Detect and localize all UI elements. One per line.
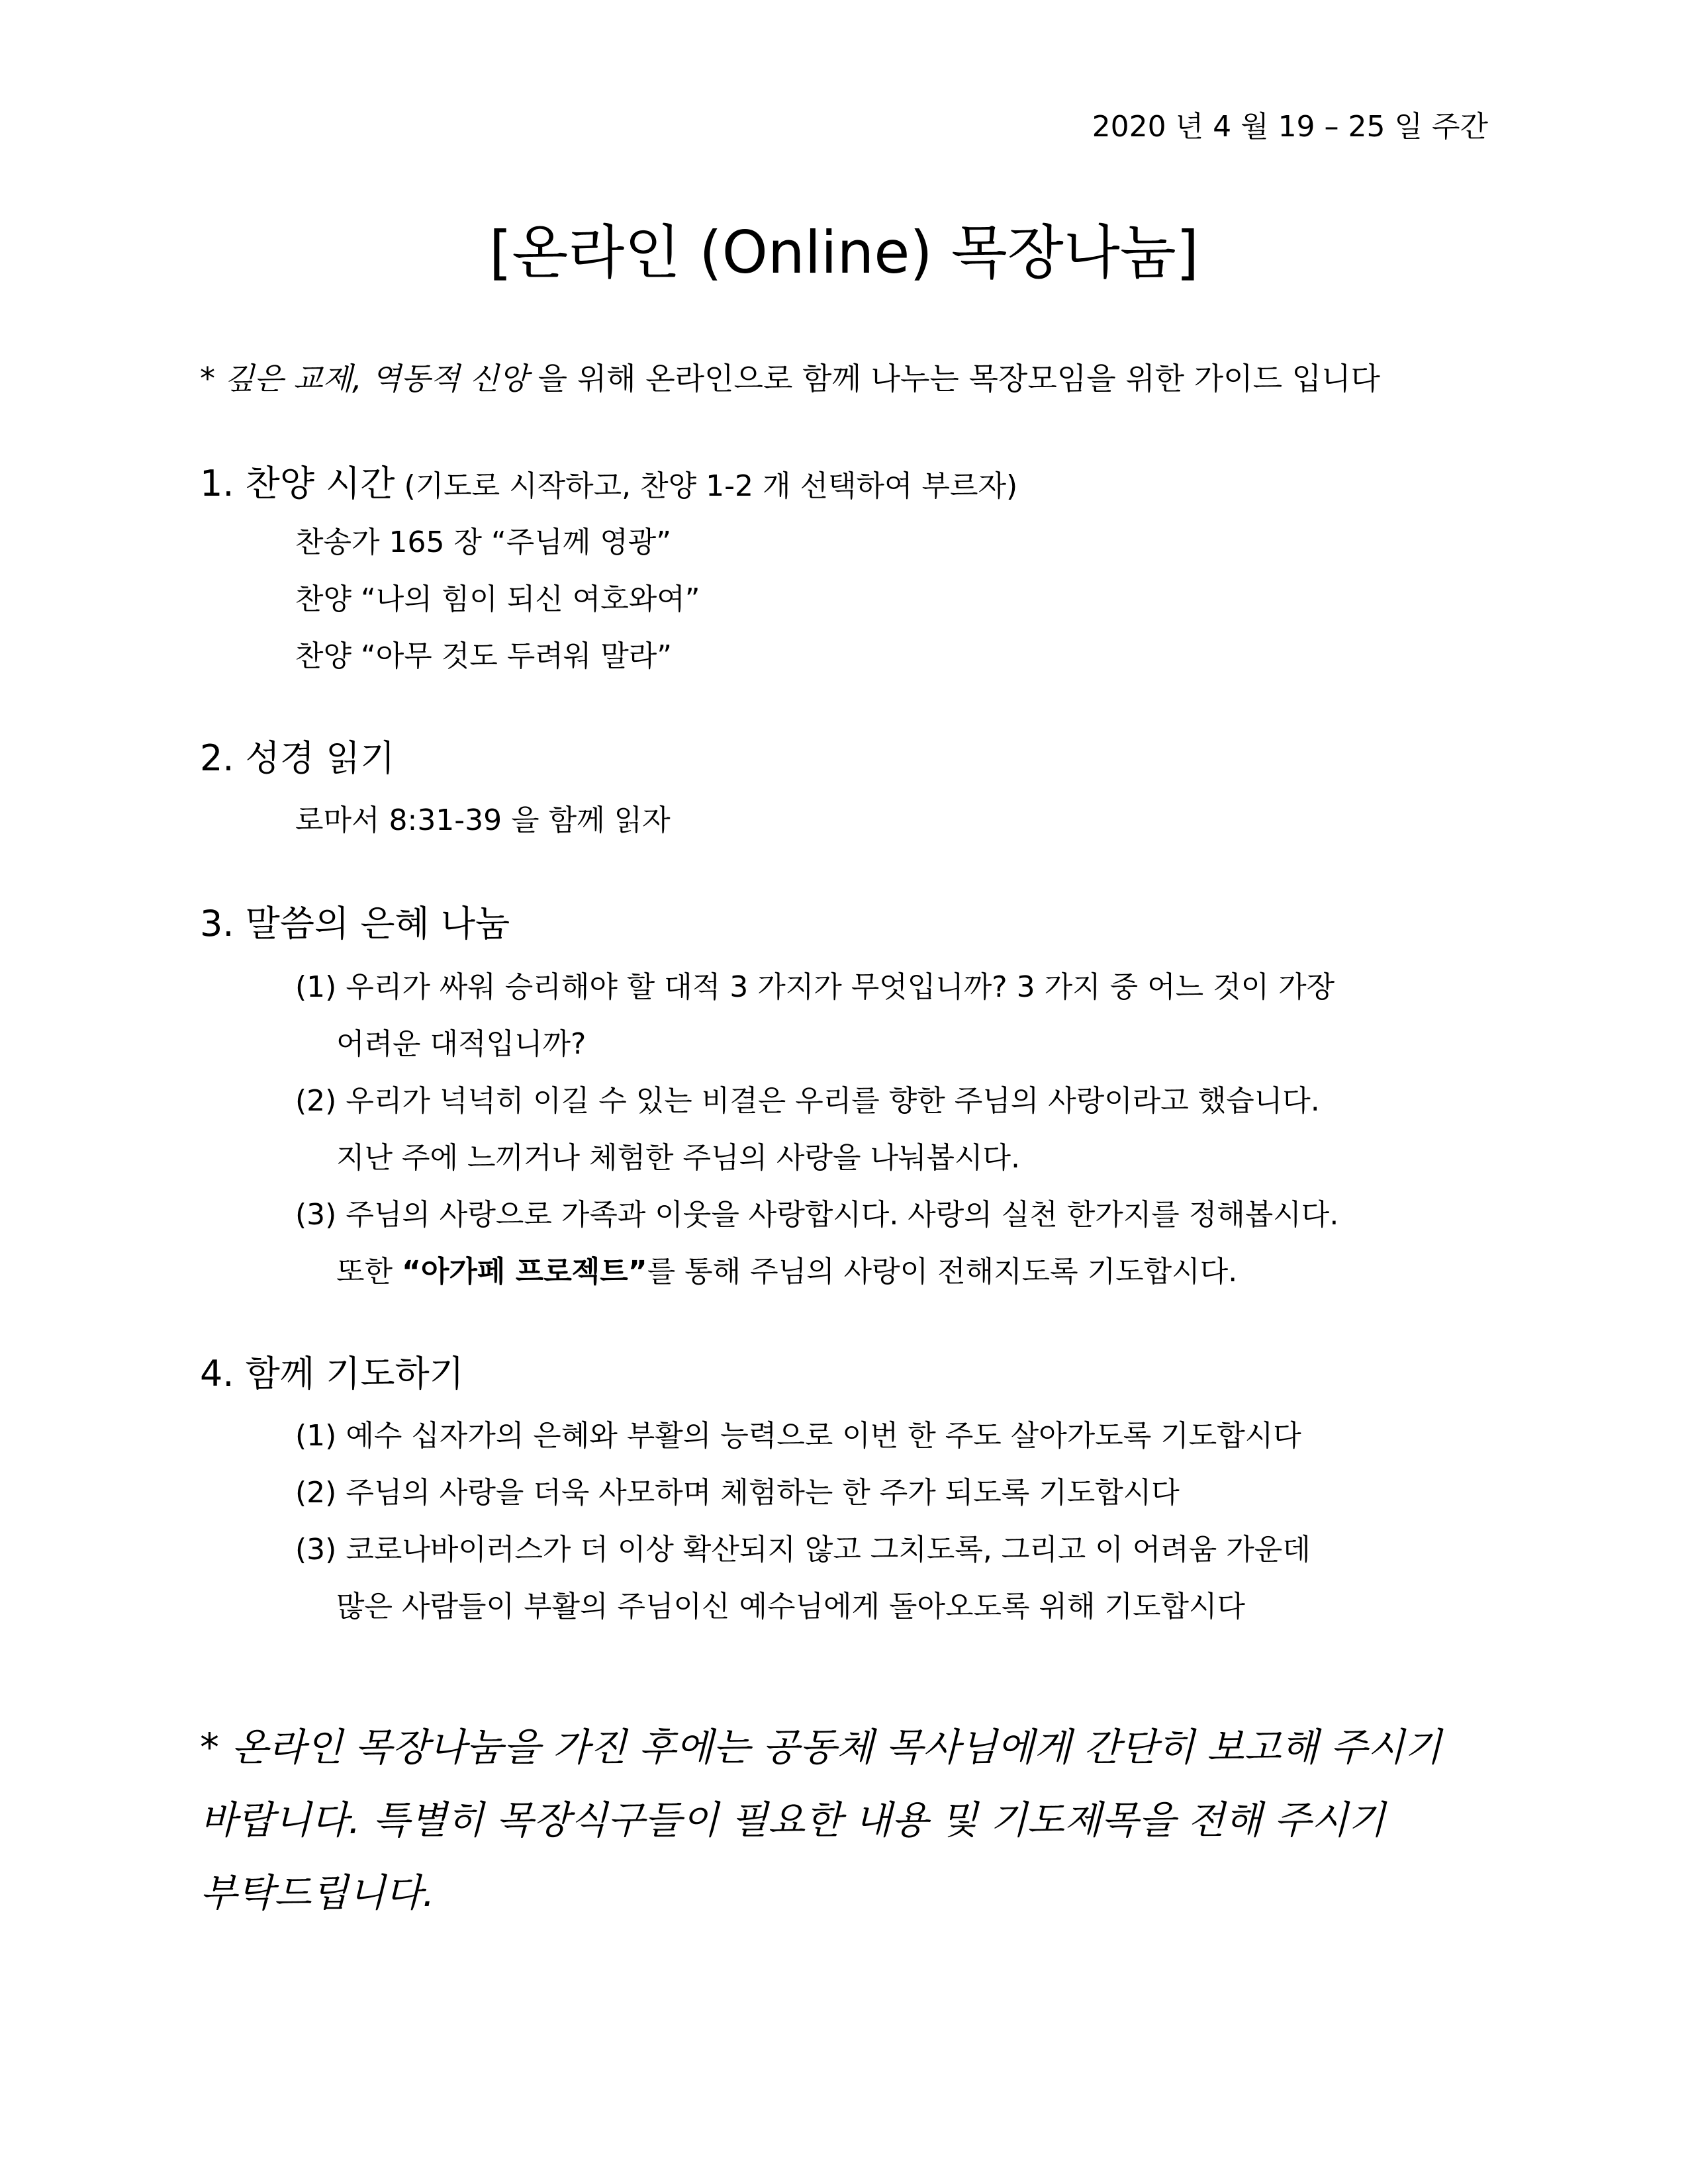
sharing-question-3-line-1: (3) 주님의 사랑으로 가족과 이웃을 사랑합시다. 사랑의 실천 한가지를 정해봅시다. bbox=[295, 1198, 1339, 1232]
agape-post: 를 통해 주님의 사랑이 전해지도록 기도합시다. bbox=[647, 1255, 1238, 1289]
sharing-question-3-line-2 bbox=[336, 1252, 1237, 1292]
worship-song-1: 찬송가 165 장 “주님께 영광” bbox=[295, 525, 672, 559]
page-title: [온라인 (Online) 목장나눔] bbox=[489, 218, 1199, 287]
closing-note-line-1: * 온라인 목장나눔을 가진 후에는 공동체 목사님에게 간단히 보고해 주시기 bbox=[200, 1725, 1442, 1770]
worship-song-3: 찬양 “아무 것도 두려워 말라” bbox=[295, 639, 673, 673]
intro-text bbox=[200, 357, 1380, 400]
sharing-question-1-line-2: 어려운 대적입니까? bbox=[336, 1027, 586, 1061]
prayer-item-3-line-1: (3) 코로나바이러스가 더 이상 확산되지 않고 그치도록, 그리고 이 어려움 가운데 bbox=[295, 1533, 1311, 1567]
section-heading-bible-reading: 2. 성경 읽기 bbox=[200, 737, 395, 779]
closing-note-line-2: 바랍니다. 특별히 목장식구들이 필요한 내용 및 기도제목을 전해 주시기 bbox=[200, 1797, 1385, 1843]
week-date: 2020 년 4 월 19 – 25 일 주간 bbox=[1092, 110, 1488, 144]
sharing-question-2-line-2: 지난 주에 느끼거나 체험한 주님의 사랑을 나눠봅시다. bbox=[336, 1141, 1020, 1175]
prayer-item-3-line-2: 많은 사람들이 부활의 주님이신 예수님에게 돌아오도록 위해 기도합시다 bbox=[336, 1590, 1246, 1623]
closing-note-line-3: 부탁드립니다. bbox=[200, 1870, 435, 1915]
section-1-title: 1. 찬양 시간 bbox=[200, 463, 395, 504]
section-heading-sharing: 3. 말씀의 은혜 나눔 bbox=[200, 903, 510, 944]
section-1-note: (기도로 시작하고, 찬양 1-2 개 선택하여 부르자) bbox=[395, 469, 1018, 503]
worship-song-2: 찬양 “나의 힘이 되신 여호와여” bbox=[295, 582, 700, 616]
intro-rest: 을 위해 온라인으로 함께 나누는 목장모임을 위한 가이드 입니다 bbox=[528, 361, 1380, 396]
agape-project-name: “아가페 프로젝트” bbox=[402, 1255, 647, 1289]
sharing-question-1-line-1: (1) 우리가 싸워 승리해야 할 대적 3 가지가 무엇입니까? 3 가지 중 어느 것이 가장 bbox=[295, 970, 1335, 1004]
sharing-question-2-line-1: (2) 우리가 넉넉히 이길 수 있는 비결은 우리를 향한 주님의 사랑이라고 했습니다. bbox=[295, 1084, 1320, 1118]
section-heading-worship bbox=[200, 460, 1017, 510]
section-heading-prayer: 4. 함께 기도하기 bbox=[200, 1353, 464, 1394]
intro-emphasis: 깊은 교제, 역동적 신앙 bbox=[224, 361, 529, 396]
intro-bullet: * bbox=[200, 361, 225, 396]
prayer-item-2: (2) 주님의 사랑을 더욱 사모하며 체험하는 한 주가 되도록 기도합시다 bbox=[295, 1476, 1180, 1510]
bible-passage: 로마서 8:31-39 을 함께 읽자 bbox=[295, 803, 671, 837]
prayer-item-1: (1) 예수 십자가의 은혜와 부활의 능력으로 이번 한 주도 살아가도록 기도합시다 bbox=[295, 1419, 1301, 1453]
agape-pre: 또한 bbox=[336, 1255, 402, 1289]
